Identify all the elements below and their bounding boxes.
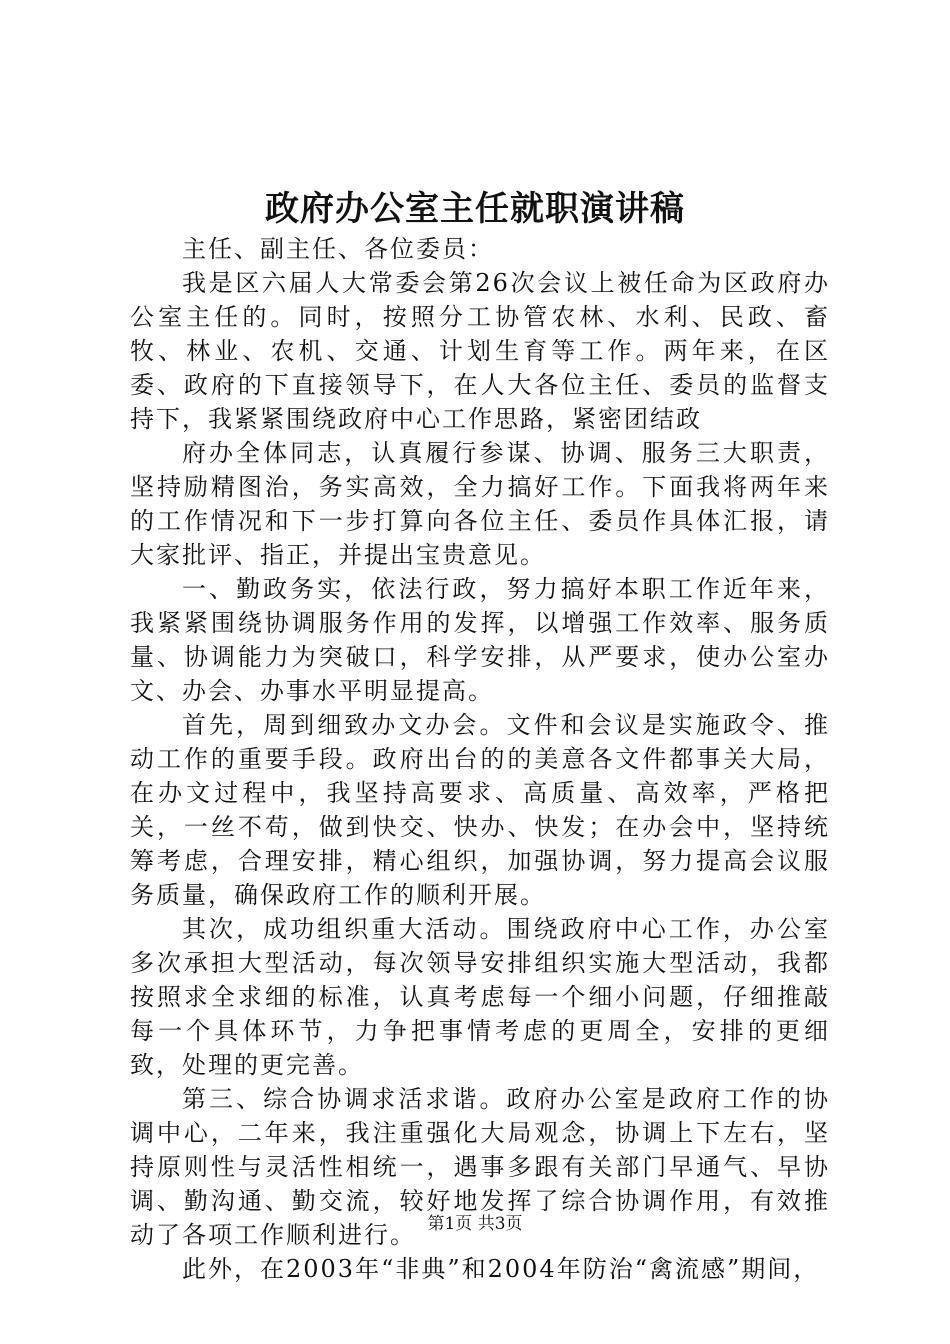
page-number-footer: 第1页 共3页	[427, 1214, 523, 1234]
paragraph-duties: 府办全体同志，认真履行参谋、协调、服务三大职责，坚持励精图治，务实高效，全力搞好工作。下面我将两年来的工作情况和下一步打算向各位主任、委员作具体汇报，请大家批评、指正，并提出宝贵意见。	[130, 439, 830, 569]
paragraph-salutation: 主任、副主任、各位委员：	[182, 235, 494, 263]
paragraph-coordination: 第三、综合协调求活求谐。政府办公室是政府工作的协调中心，二年来，我注重强化大局观念，协调上下左右，坚持原则性与灵活性相统一，遇事多跟有关部门早通气、早协调、勤沟通、勤交流，较好地发挥了综合协调作用，有效推动了各项工作顺利进行。	[130, 1085, 830, 1249]
paragraph-additionally: 此外，在2003年“非典”和2004年防治“禽流感”期间，	[182, 1255, 820, 1283]
paragraph-section-one: 一、勤政务实，依法行政，努力搞好本职工作近年来，我紧紧围绕协调服务作用的发挥，以增强工作效率、服务质量、协调能力为突破口，科学安排，从严要求，使办公室办文、办会、办事水平明显提高。	[130, 575, 830, 705]
paragraph-documents-meetings: 首先，周到细致办文办会。文件和会议是实施政令、推动工作的重要手段。政府出台的的美意各文件都事关大局，在办文过程中，我坚持高要求、高质量、高效率，严格把关，一丝不苟，做到快交、快办、快发；在办会中，坚持统筹考虑，合理安排，精心组织，加强协调，努力提高会议服务质量，确保政府工作的顺利开展。	[130, 711, 830, 909]
document-title: 政府办公室主任就职演讲稿	[265, 189, 685, 229]
paragraph-major-events: 其次，成功组织重大活动。围绕政府中心工作，办公室多次承担大型活动，每次领导安排组织实施大型活动，我都按照求全求细的标准，认真考虑每一个细小问题，仔细推敲每一个具体环节，力争把事情考虑的更周全，安排的更细致，处理的更完善。	[130, 915, 830, 1079]
document-body	[130, 232, 830, 1286]
paragraph-appointment: 我是区六届人大常委会第26次会议上被任命为区政府办公室主任的。同时，按照分工协管农林、水利、民政、畜牧、林业、农机、交通、计划生育等工作。两年来，在区委、政府的下直接领导下，在人大各位主任、委员的监督支持下，我紧紧围绕政府中心工作思路，紧密团结政	[130, 269, 830, 433]
